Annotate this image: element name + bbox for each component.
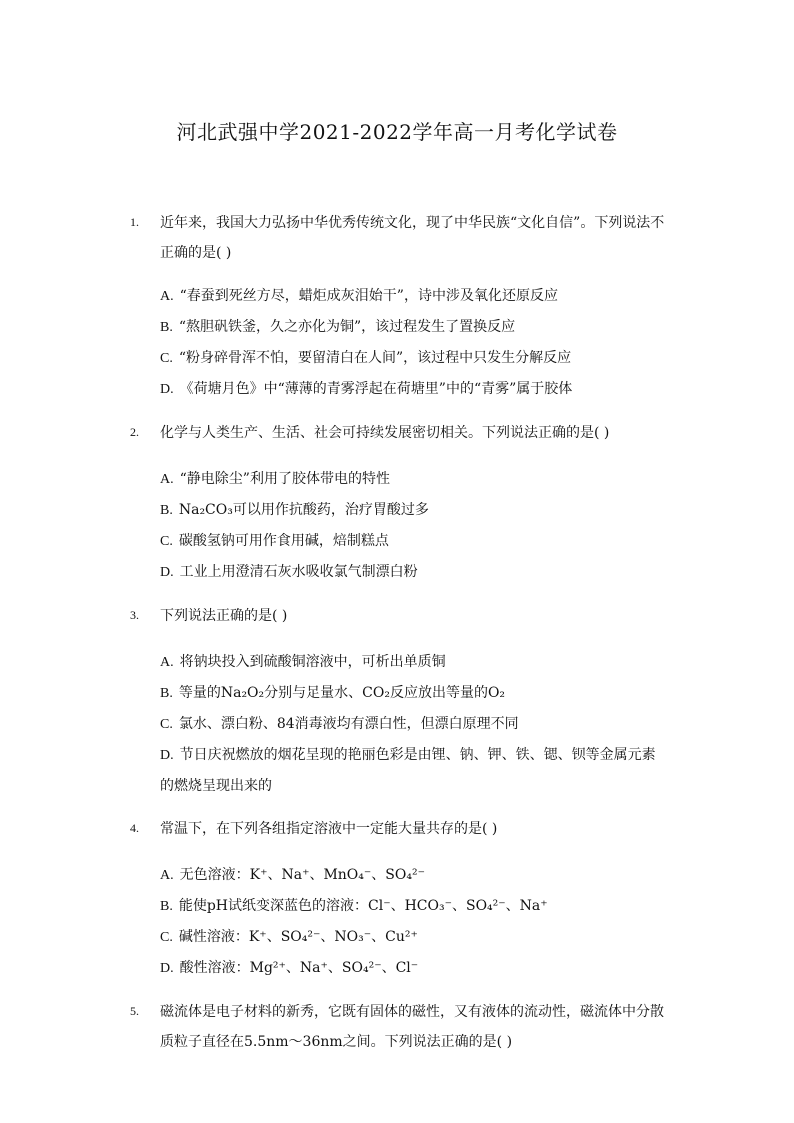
question-number: 5. [130,1004,139,1018]
option-text: 将钠块投入到硫酸铜溶液中，可析出单质铜 [179,654,446,670]
option-letter: D. [160,565,174,580]
option-c [160,343,680,374]
option-c [160,526,680,557]
option-text: 节日庆祝燃放的烟花呈现的艳丽色彩是由锂、钠、钾、铁、锶、钡等金属元素的燃烧呈现出来的 [160,747,656,794]
option-letter: D. [160,382,174,397]
option-b [160,678,680,709]
question-stem: 磁流体是电子材料的新秀，它既有固体的磁性，又有液体的流动性，磁流体中分散质粒子直径在5.5nm～36nm之间。下列说法正确的是( ) [160,1004,664,1050]
page-title: 河北武强中学2021-2022学年高一月考化学试卷 [176,120,618,144]
option-text: 碱性溶液：K⁺、SO₄²⁻、NO₃⁻、Cu²⁺ [178,929,418,945]
question-stem: 下列说法正确的是( ) [160,608,288,624]
option-text: “熬胆矾铁釜，久之亦化为铜”，该过程发生了置换反应 [178,319,516,335]
option-text: 《荷塘月色》中“薄薄的青雾浮起在荷塘里”中的“青雾”属于胶体 [179,381,573,397]
option-letter: C. [160,930,173,945]
option-letter: A. [160,289,174,304]
option-letter: B. [160,503,173,518]
option-text: 氯水、漂白粉、84消毒液均有漂白性，但漂白原理不同 [178,716,519,732]
question-number: 1. [130,215,139,229]
option-b [160,495,680,526]
option-text: 等量的Na₂O₂分别与足量水、CO₂反应放出等量的O₂ [178,685,506,701]
option-letter: A. [160,868,174,883]
question-stem: 近年来，我国大力弘扬中华优秀传统文化，现了中华民族“文化自信”。下列说法不正确的是( ) [160,215,665,261]
option-text: 工业上用澄清石灰水吸收氯气制漂白粉 [179,564,418,580]
option-letter: C. [160,534,173,549]
option-letter: A. [160,655,174,670]
option-letter: B. [160,899,173,914]
option-a [160,647,680,678]
option-text: “春蚕到死丝方尽，蜡炬成灰泪始干”，诗中涉及氧化还原反应 [179,288,558,304]
option-text: 无色溶液：K⁺、Na⁺、MnO₄⁻、SO₄²⁻ [179,867,425,883]
option-text: “粉身碎骨浑不怕，要留清白在人间”，该过程中只发生分解反应 [178,350,572,366]
option-a [160,464,680,495]
option-b [160,891,680,922]
option-d [160,953,680,984]
option-letter: C. [160,717,173,732]
option-b [160,312,680,343]
option-text: 碳酸氢钠可用作食用碱，焙制糕点 [178,533,389,549]
option-d [160,374,680,405]
option-letter: B. [160,686,173,701]
option-d [160,740,660,801]
option-letter: C. [160,351,173,366]
question-number: 4. [130,821,139,835]
option-c [160,709,680,740]
option-letter: D. [160,961,174,976]
option-letter: D. [160,748,174,763]
option-a [160,281,680,312]
question-stem: 化学与人类生产、生活、社会可持续发展密切相关。下列说法正确的是( ) [160,425,610,441]
question-stem: 常温下，在下列各组指定溶液中一定能大量共存的是( ) [160,821,498,837]
option-letter: B. [160,320,173,335]
option-text: 酸性溶液：Mg²⁺、Na⁺、SO₄²⁻、Cl⁻ [179,960,419,976]
question-number: 2. [130,425,139,439]
option-letter: A. [160,472,174,487]
option-c [160,922,680,953]
option-a [160,860,680,891]
option-text: 能使pH试纸变深蓝色的溶液：Cl⁻、HCO₃⁻、SO₄²⁻、Na⁺ [178,898,548,914]
question-number: 3. [130,608,139,622]
option-text: Na₂CO₃可以用作抗酸药，治疗胃酸过多 [178,502,429,518]
option-d [160,557,680,588]
option-text: “静电除尘”利用了胶体带电的特性 [179,471,390,487]
